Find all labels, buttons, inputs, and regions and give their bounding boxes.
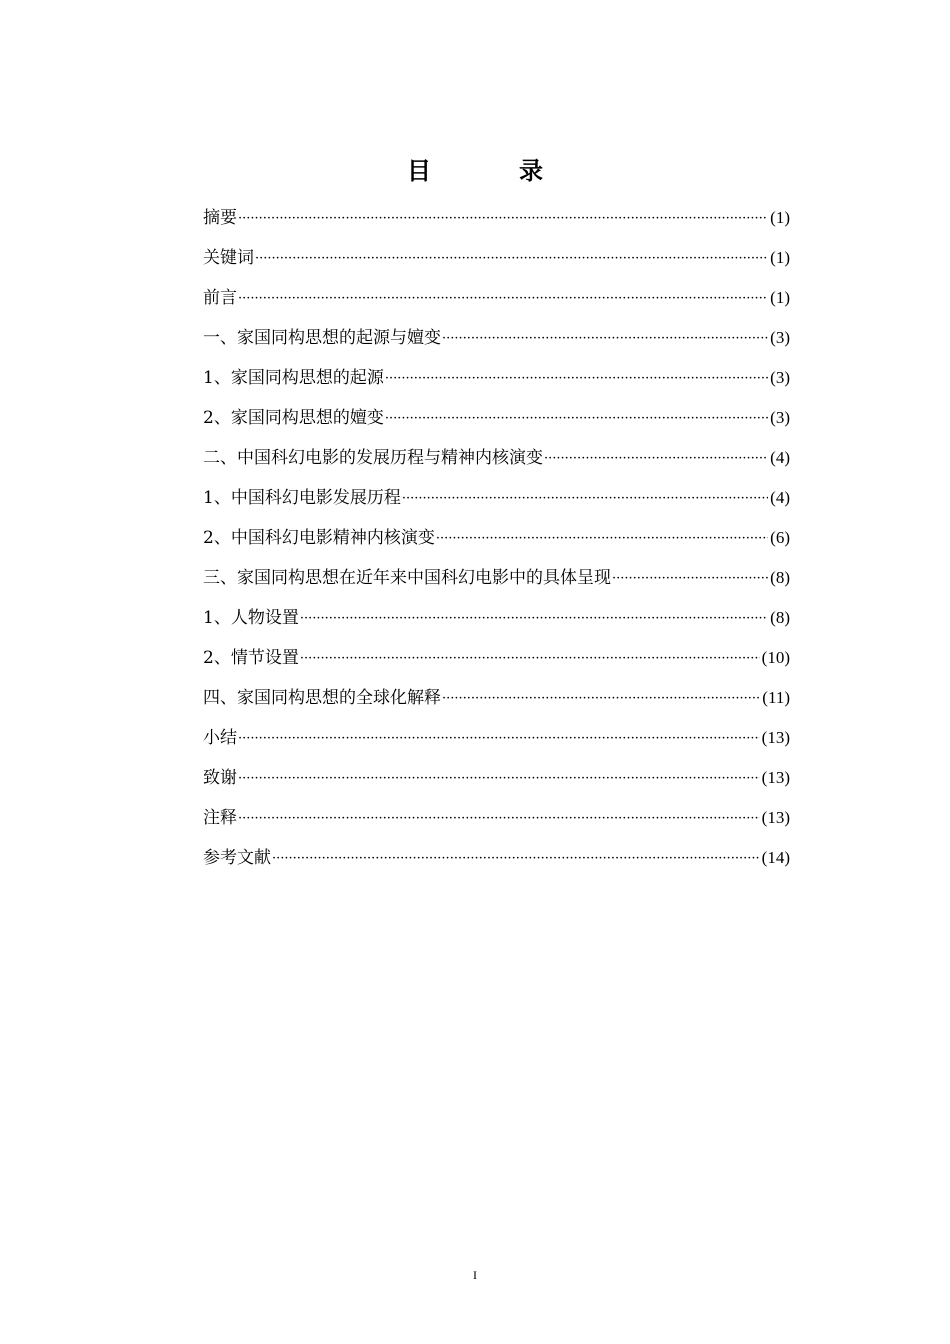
toc-entry[interactable] [203,478,790,518]
dot-leader [436,523,768,553]
page-number: I [473,1268,477,1282]
dot-leader [544,443,768,473]
toc-entry-label: 注释 [203,808,237,828]
toc-entry-label: 2、家国同构思想的嬗变 [203,408,384,428]
toc-entry-page: (3) [770,328,790,347]
toc-entry-page: (8) [770,568,790,587]
dot-leader [385,403,768,433]
toc-entry[interactable] [203,318,790,358]
dot-leader [385,363,768,393]
toc-entry-page: (11) [762,688,790,707]
toc-entry-label: 2、情节设置 [203,648,299,668]
toc-entry-label: 致谢 [203,768,237,788]
dot-leader [238,203,768,233]
toc-entry-label: 一、家国同构思想的起源与嬗变 [203,328,441,348]
dot-leader [238,803,760,833]
toc-entry-page: (1) [770,248,790,267]
toc-entry-label: 四、家国同构思想的全球化解释 [203,688,441,708]
toc-entry-page: (8) [770,608,790,627]
toc-entry-label: 小结 [203,728,237,748]
toc-entry-label: 1、人物设置 [203,608,299,628]
toc-entry-page: (14) [761,848,790,867]
toc-entry-label: 三、家国同构思想在近年来中国科幻电影中的具体呈现 [203,568,611,588]
toc-entry-label: 摘要 [203,208,237,228]
toc-entry-label: 二、中国科幻电影的发展历程与精神内核演变 [203,448,543,468]
toc-entry-label: 参考文献 [203,848,271,868]
toc-entry-page: (1) [770,208,790,227]
toc-entry-label: 2、中国科幻电影精神内核演变 [203,528,435,548]
toc-entry[interactable] [203,398,790,438]
toc-entry-page: (3) [770,408,790,427]
toc-entry-label: 前言 [203,288,237,308]
dot-leader [255,243,768,273]
toc-entry-page: (10) [761,648,790,667]
dot-leader [442,323,768,353]
dot-leader [238,763,760,793]
dot-leader [442,683,760,713]
toc-entry-page: (3) [770,368,790,387]
toc-entry[interactable] [203,838,790,878]
toc-entry-page: (4) [770,448,790,467]
dot-leader [238,283,768,313]
dot-leader [238,723,760,753]
toc-entry[interactable] [203,598,790,638]
dot-leader [272,843,760,873]
toc-entry-label: 关键词 [203,248,254,268]
toc-entry-page: (6) [770,528,790,547]
toc-title-char-1: 目 [407,157,431,185]
toc-entry[interactable] [203,718,790,758]
toc-title-char-2: 录 [519,157,543,185]
toc-entry[interactable] [203,438,790,478]
toc-entry[interactable] [203,678,790,718]
toc-entry-page: (4) [770,488,790,507]
toc-entry[interactable] [203,798,790,838]
dot-leader [402,483,768,513]
toc-entry[interactable] [203,238,790,278]
toc-entry-page: (13) [761,808,790,827]
toc-entry[interactable] [203,358,790,398]
toc-entry-label: 1、中国科幻电影发展历程 [203,488,401,508]
dot-leader [300,603,768,633]
toc-entry-label: 1、家国同构思想的起源 [203,368,384,388]
toc-entry-page: (13) [761,768,790,787]
toc-entry[interactable] [203,558,790,598]
toc-entry[interactable] [203,518,790,558]
dot-leader [612,563,768,593]
toc-entry[interactable] [203,278,790,318]
toc-entry[interactable] [203,638,790,678]
dot-leader [300,643,760,673]
toc-entry[interactable] [203,758,790,798]
toc-title [0,156,950,186]
toc-entry[interactable] [203,198,790,238]
toc-list [203,198,790,878]
toc-entry-page: (13) [761,728,790,747]
toc-entry-page: (1) [770,288,790,307]
